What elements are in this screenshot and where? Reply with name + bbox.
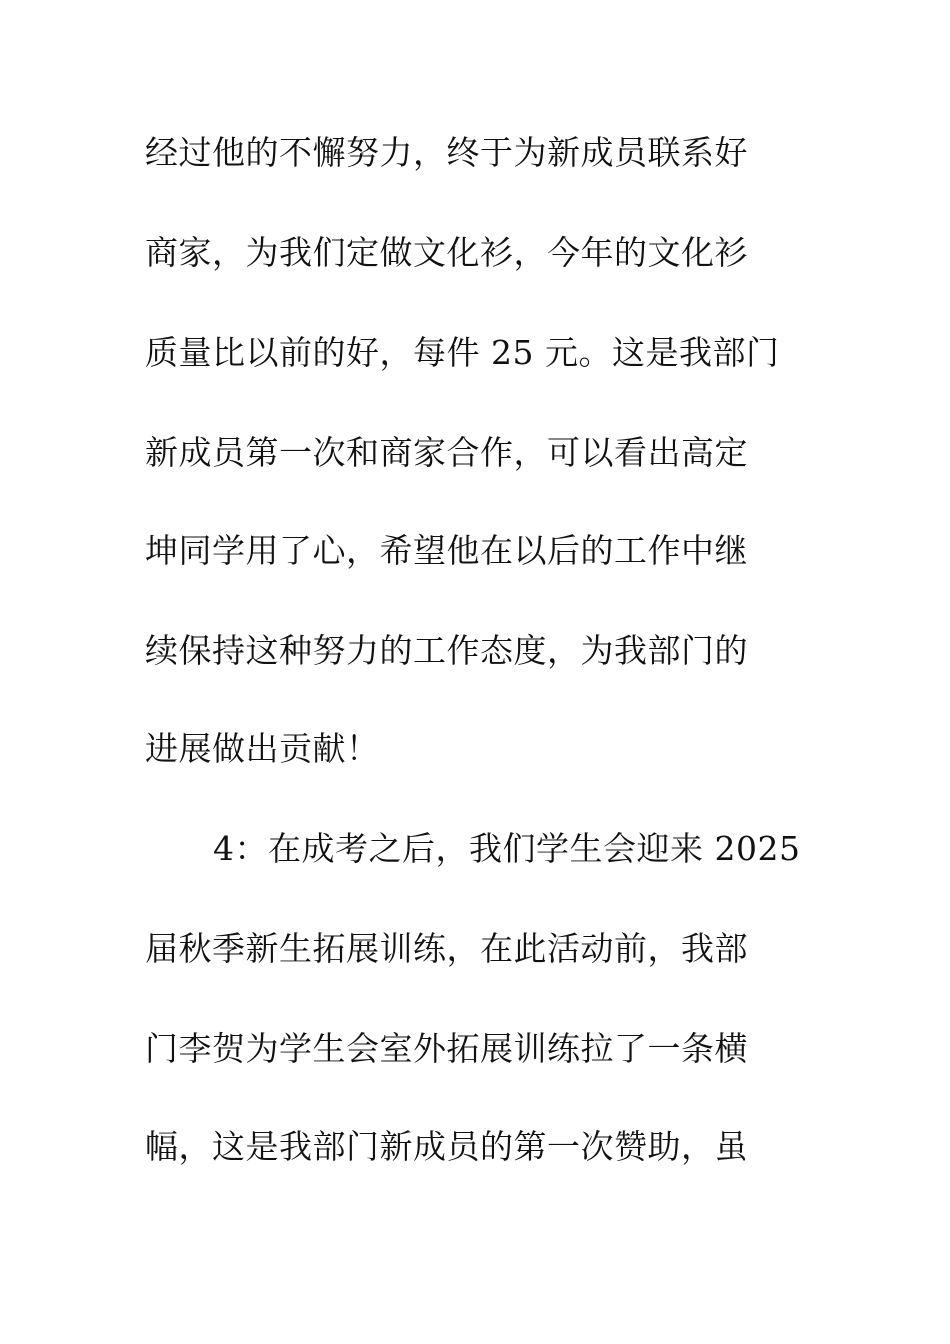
body-text-line: 商家，为我们定做文化衫，今年的文化衫 <box>145 233 748 272</box>
body-text-line: 进展做出贡献！ <box>145 729 380 768</box>
paragraph-start-line: 4：在成考之后，我们学生会迎来 2025 <box>213 829 801 868</box>
body-text-line: 经过他的不懈努力，终于为新成员联系好 <box>145 133 748 172</box>
body-text-line: 届秋季新生拓展训练，在此活动前，我部 <box>145 929 748 968</box>
body-text-line: 坤同学用了心，希望他在以后的工作中继 <box>145 531 748 570</box>
body-text-line: 质量比以前的好，每件 25 元。这是我部门 <box>145 333 780 372</box>
body-text-line: 幅，这是我部门新成员的第一次赞助，虽 <box>145 1127 748 1166</box>
body-text-line: 续保持这种努力的工作态度，为我部门的 <box>145 631 748 670</box>
body-text-line: 门李贺为学生会室外拓展训练拉了一条横 <box>145 1029 748 1068</box>
body-text-line: 新成员第一次和商家合作，可以看出高定 <box>145 433 748 472</box>
